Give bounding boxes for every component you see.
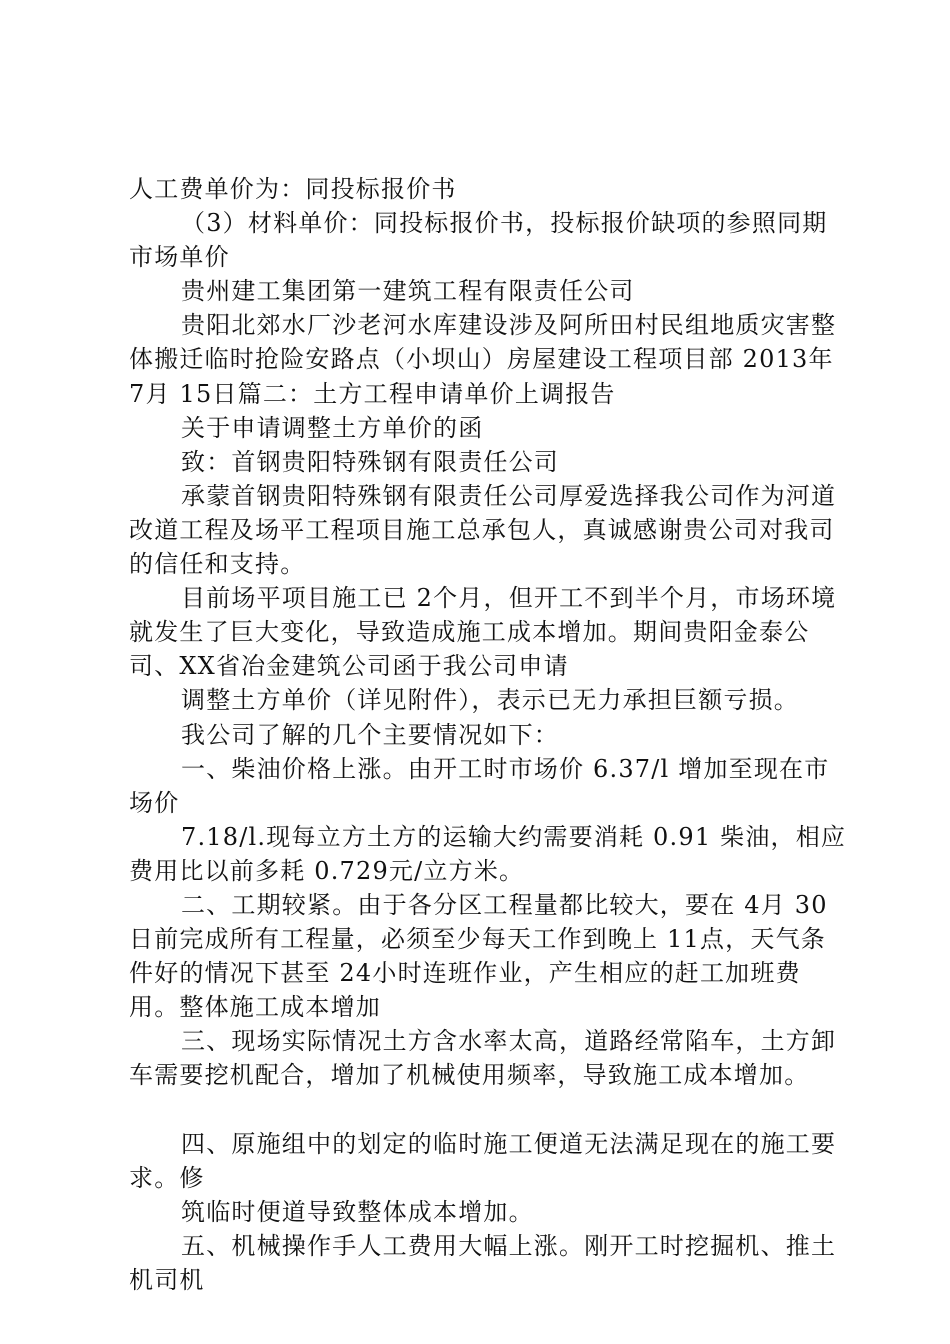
paragraph-acknowledgement: 承蒙首钢贵阳特殊钢有限责任公司厚爱选择我公司作为河道改道工程及场平工程项目施工总承包人，真诚感谢贵公司对我司的信任和支持。 <box>129 481 837 579</box>
paragraph-site-conditions: 三、现场实际情况土方含水率太高，道路经常陷车，土方卸车需要挖机配合，增加了机械使用频率，导致施工成本增加。 <box>129 1027 837 1090</box>
paragraph-main-situations: 我公司了解的几个主要情况如下： <box>181 720 559 749</box>
paragraph-diesel-consumption: 7.18/l.现每立方土方的运输大约需要消耗 0.91 柴油，相应费用比以前多耗 0.729元/立方米。 <box>129 822 847 885</box>
paragraph-addressee: 致：首钢贵阳特殊钢有限责任公司 <box>181 447 559 476</box>
paragraph-diesel-price: 一、柴油价格上涨。由开工时市场价 6.37/l 增加至现在市场价 <box>129 754 830 817</box>
paragraph-operator-wages: 五、机械操作手人工费用大幅上涨。刚开工时挖掘机、推土机司机 <box>129 1231 837 1294</box>
paragraph-current-situation: 目前场平项目施工已 2个月，但开工不到半个月，市场环境就发生了巨大变化，导致造成施工成本增加。期间贵阳金泰公司、XX省冶金建筑公司函于我公司申请 <box>129 584 837 681</box>
paragraph-material-unit-price: （3）材料单价：同投标报价书，投标报价缺项的参照同期市场单价 <box>129 209 828 272</box>
paragraph-road-cost: 筑临时便道导致整体成本增加。 <box>181 1197 534 1226</box>
document-body <box>129 172 849 1297</box>
paragraph-temporary-road: 四、原施组中的划定的临时施工便道无法满足现在的施工要求。修 <box>129 1129 837 1192</box>
paragraph-project-department: 贵阳北郊水厂沙老河水库建设涉及阿所田村民组地质灾害整体搬迁临时抢险安路点（小坝山）房屋建设工程项目部 2013年 7月 15日篇二：土方工程申请单价上调报告 <box>129 311 843 408</box>
paragraph-adjust-request: 调整土方单价（详见附件），表示已无力承担巨额亏损。 <box>181 686 799 715</box>
blank-line <box>129 1093 849 1127</box>
paragraph-labor-unit-price: 人工费单价为：同投标报价书 <box>129 175 457 203</box>
paragraph-letter-title: 关于申请调整土方单价的函 <box>181 413 484 442</box>
paragraph-company-name: 贵州建工集团第一建筑工程有限责任公司 <box>181 277 635 306</box>
paragraph-tight-schedule: 二、工期较紧。由于各分区工程量都比较大，要在 4月 30日前完成所有工程量，必须至少每天工作到晚上 11点，天气条件好的情况下甚至 24小时连班作业，产生相应的赶工加班费用。整体施工成本增加 <box>129 890 828 1022</box>
